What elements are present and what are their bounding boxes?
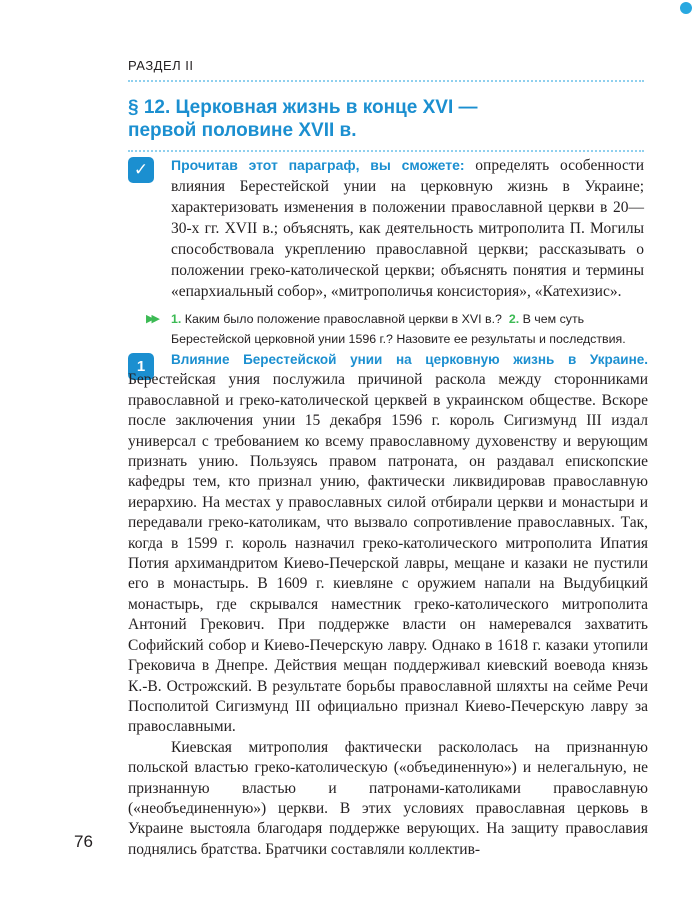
- goals-text: определять особенности влияния Берестейской унии на церковную жизнь в Украине; характеризовать изменения в положении православной церкви в 20—30-х гг. XVII в.; объяснять, как деятельность митрополита П. Могилы способствовала укреплению православной церкви; рассказывать о положении греко-католической церкви; объяснять понятия и термины «епархиальный собор», «митрополичья консистория», «Катехизис».: [171, 157, 645, 300]
- question-text: В чем суть Берестейской церковной унии 1596 г.? Назовите ее результаты и последствия.: [171, 312, 626, 346]
- paragraph-text: Берестейская уния послужила причиной раскола между сторонниками православной и греко-католической церквей в украинском обществе. Вскоре после заключения унии 15 декабря 1596 г. король Сигизмунд III издал универсал с требованием ко всему православному духовенству и верующим признать унию. Пользуясь правом патроната, он раздавал епископские кафедры тем, кто признал унию, фактически ликвидировав православную иерархию. На местах у православных силой отбирали церкви и монастыри и передавали греко-католикам, что вызвало сопротивление православных. Так, когда в 1599 г. король назначил греко-католического митрополита Ипатия Потия архимандритом Киево-Печерской лавры, мещане и казаки не пустили его в монастырь. В 1609 г. киевляне с оружием напали на Выдубицкий монастырь, где скрывался наместник греко-католического митрополита Антоний Грекович. При поддержке власти он намеревался захватить Софийский собор и Киево-Печерскую лавру. Однако в 1618 г. казаки утопили Грековича в Днепре. Действия мещан поддерживал киевский воевода князь К.-В. Острожский. В результате борьбы православной шляхты на сейме Речи Посполитой Сигизмунд III официально признал Киево-Печерскую лавру за православными.: [128, 371, 648, 736]
- review-questions: [171, 309, 647, 349]
- title-line-2: первой половине XVII в.: [128, 120, 357, 141]
- double-arrow-icon: ▶▶: [146, 312, 157, 325]
- learning-goals: [171, 155, 644, 302]
- question-number: 2.: [508, 312, 520, 326]
- goals-lead: Прочитав этот параграф, вы сможете:: [171, 157, 465, 173]
- body-paragraph: Киевская митрополия фактически раскололась на признанную польской властью греко-католическую («объединенную») и нелегальную, не признанную властью и патронами-католиками православную («необъединенную») церкви. В этих условиях православная церковь в Украине выстояла благодаря поддержке верующих. На защиту православия поднялись братства. Братчики составляли коллектив-: [128, 738, 648, 858]
- question-text: Каким было положение православной церкви в XVI в.?: [181, 312, 502, 326]
- body-paragraph: [128, 350, 648, 738]
- check-icon: ✓: [128, 157, 154, 183]
- page-number: 76: [74, 832, 93, 851]
- publisher-logo-icon: [680, 2, 692, 14]
- title-line-1: § 12. Церковная жизнь в конце XVI —: [128, 97, 478, 118]
- section-label: РАЗДЕЛ II: [128, 58, 194, 73]
- section-body: [128, 350, 648, 860]
- dotted-divider: [128, 150, 644, 152]
- question-number: 1.: [171, 312, 182, 326]
- section-number-badge: 1: [128, 353, 154, 380]
- paragraph-title: [128, 96, 588, 142]
- dotted-divider: [128, 80, 644, 82]
- section-heading: Влияние Берестейской унии на церковную жизнь в Украине.: [171, 352, 648, 367]
